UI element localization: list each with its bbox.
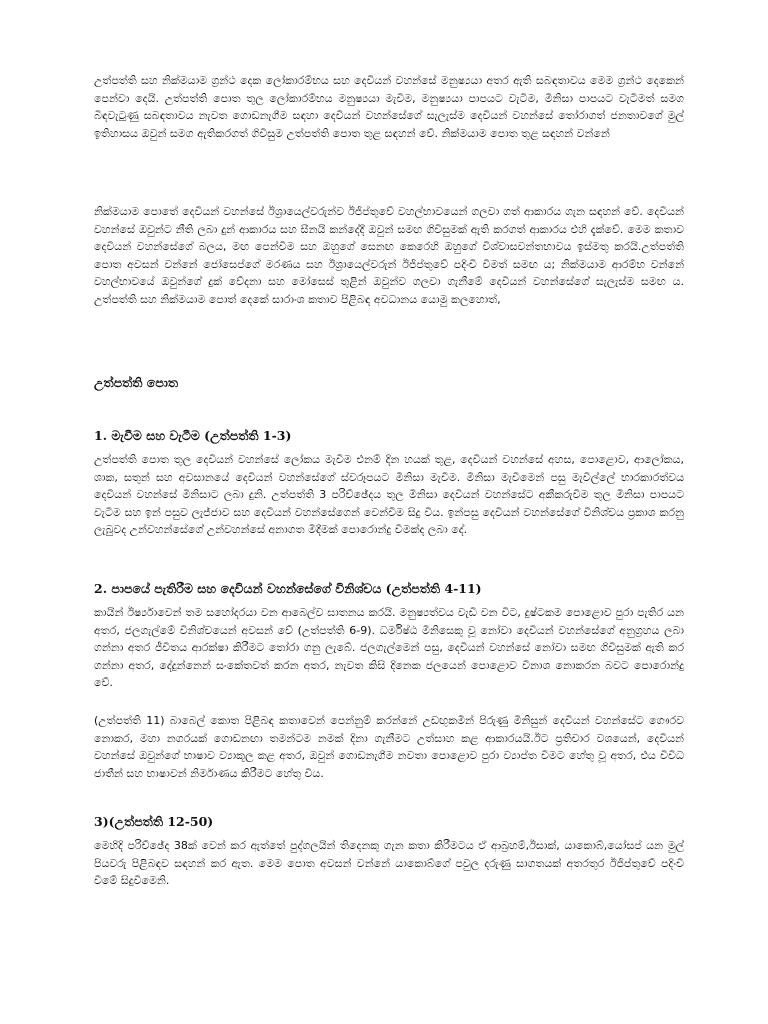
section-3-heading: 3)(උත්පත්ති 12-50) xyxy=(94,814,214,829)
exodus-summary-paragraph: නික්මයාම පොතේ දෙවියන් වහන්සේ ඊශ්‍රායෙල්වරුන්ව ඊජිප්තුවේ වහල්භාවයෙන් ගලවා ගත් ආකාරය ගැන සඳහන් වේ. දෙවියන් වහන්සේ ඔවුන්ට නීති ලබා දුන් ආකාරය සහ සීනයි කන්දේදී ඔවුන් සමඟ ගිවිසුමක් ඇති කරගත් ආකාරය එහි දැක්වේ. මෙම කතාව දෙවියන් වහන්සේගේ බලය, මඟ පෙන්වීම සහ ඔහුගේ සෙනඟ කෙරෙහි ඔහුගේ විශ්වාසවන්තභාවය ඉස්මතු කරයි.උත්පත්ති පොත අවසන් වන්නේ ජෝසෙප්ගේ මරණය සහ ඊශ්‍රායෙල්වරුන් ඊජිප්තුවේ පදිංචි වීමත් සමඟ ය; නික්මයාම ආරම්භ වන්නේ වහල්භාවයේ ඔවුන්ගේ දුක් වේදනා සහ මෝසෙස් තුළින් ඔවුන්ව ගලවා ගැනීමේ දෙවියන් වහන්සේගේ සැලැස්ම සමඟ ය. උත්පත්ති සහ නික්මයාම පොත් දෙකේ සාරාංශ කතාව පිළිබඳ අවධානය යොමු කලහොත්, xyxy=(94,205,684,306)
babel-paragraph: (උත්පත්ති 11) බාබෙල් කොත පිළිබඳ කතාවෙන් පෙන්නුම් කරන්නේ උඩඟුකමින් පිරුණු මිනිසුන් දෙවියන් වහන්සේට ගෞරව නොකර, මහා නගරයක් ගොඩනඟා තමන්ටම නමක් දිනා ගැනීමට උත්සාහ කළ ආකාරයයි.ඊට ප්‍රතිචාර වශයෙන්, දෙවියන් වහන්සේ ඔවුන්ගේ භාෂාව ව්‍යාකූල කළ අතර, ඔවුන් ගොඩනැගීම නවතා පොළොව පුරා ව්‍යාප්ත වීමට හේතු වූ අතර, එය විවිධ ජාතීන් සහ භාෂාවන් නිර්මාණය කිරීමට හේතු විය. xyxy=(94,714,684,780)
intro-paragraph: උත්පත්ති සහ නික්මයාම ග්‍රන්ථ දෙක ලෝකාරම්භය සහ දෙවියන් වහන්සේ මනුෂ්‍යයා අතර ඇති සබඳතාවය මෙම ග්‍රන්ථ දෙකෙන් පෙන්වා දෙයි. උත්පත්ති පොත තුල ලෝකාරම්භය මනුෂ්‍යයා මැවීම, මනුෂ්‍යයා පාපයට වැටීම, මිනිසා පාපයට වැටීමත් සමග බිඳවැටුණු සබඳතාවය නැවත ගොඩනැගීම සඳහා දෙවියන් වහන්සේගේ සැලැස්ම දෙවියන් වහන්සේ තෝරාගත් ජනතාවගේ මුල් ඉතිහාසය ඔවුන් සමග ඇතිකරගත් ගිවිසුම උත්පත්ති පොත තුළ සඳහන් වේ. නික්මයාම පොත තුළ සඳහන් වන්නේ xyxy=(94,74,684,140)
section-2-heading: 2. පාපයේ පැතිරීම සහ දෙවියන් වහන්සේගේ විනිශ්චය (උත්පත්ති 4-11) xyxy=(94,581,482,596)
section-1-heading: 1. මැවීම සහ වැටීම (උත්පත්ති 1-3) xyxy=(94,428,292,443)
sin-judgment-paragraph: කායින් ඊර්ෂ්‍යාවෙන් තම සහෝදරයා වන ආබෙල්ව ඝාතනය කරයි. මනුෂ්‍යත්වය වැඩි වන විට, දුෂ්ටකම පොළොව පුරා පැතිර යන අතර, ජලගැල්මේ විනිශ්චයෙන් අවසන් වේ (උත්පත්ති 6-9). ධර්මිෂ්ඨ මිනිසෙකු වූ නෝවා දෙවියන් වහන්සේගේ අනුග්‍රහය ලබා ගන්නා අතර ජීවිතය ආරක්ෂා කිරීමට තෝරා ගනු ලැබේ. ජලගැල්මෙන් පසු, දෙවියන් වහන්සේ නෝවා සමඟ ගිවිසුමක් ඇති කර ගන්නා අතර, දේදුන්නෙන් සංකේතවත් කරන අතර, නැවත කිසි දිනෙක ජලයෙන් පොළොව විනාශ නොකරන බවට පොරොන්දු වේ. xyxy=(94,606,684,689)
creation-fall-paragraph: උත්පත්ති පොත තුල දෙවියන් වහන්සේ ලෝකය මැවීම එනම් දින හයක් තුළ, දෙවියන් වහන්සේ අහස, පොළොව, ආලෝකය, ශාක, සතුන් සහ අවසානයේ දෙවියන් වහන්සේගේ ස්වරූපයට මිනිසා මැවීම. මිනිසා මැවීමෙන් පසු මැවිල්ලේ භාරකාරත්වය දෙවියන් වහන්සේ මිනිසාට ලබා දුනි. උත්පත්ති 3 පරිච්ඡේදය තුල මිනිසා දෙවියන් වහන්සේට අකීකරුවීම තුල මිනිසා පාපයට වැටීම සහ ඉන් පසුව ලැජ්ජාව සහ දෙවියන් වහන්සේගෙන් වෙන්වීම සිදු විය. ඉන්පසු දෙවියන් වහන්සේගේ විනිශ්චය ප්‍රකාශ කරනු ලැබුවද උන්වහන්සේගේ උන්වහන්සේ අනාගත මිදීමක් පොරොන්දු වීමක්ද ලබා දේ. xyxy=(94,453,684,536)
document-page xyxy=(94,72,684,1012)
patriarchs-paragraph: මෙහිදි පරිච්ඡේද 38ක් වෙන් කර ඇත්තේ පුද්ගලයින් තිදෙනකු ගැන කතා කිරීමටය ඒ ආබ්‍රහම්,ඊසාක්, යාකොබ්,යෝසප් යන මුල් පියවරු පිළිබඳව සඳහන් කර ඇත. මෙම පොත අවසන් වන්නේ යාකොබ්ගේ පවුල දරුණු සාගතයක් අතරතුර ඊජිප්තුවේ පදිංචි වීමේ සිදුවීමෙනි. xyxy=(94,839,684,887)
genesis-heading: උත්පත්ති පොත xyxy=(94,375,179,390)
